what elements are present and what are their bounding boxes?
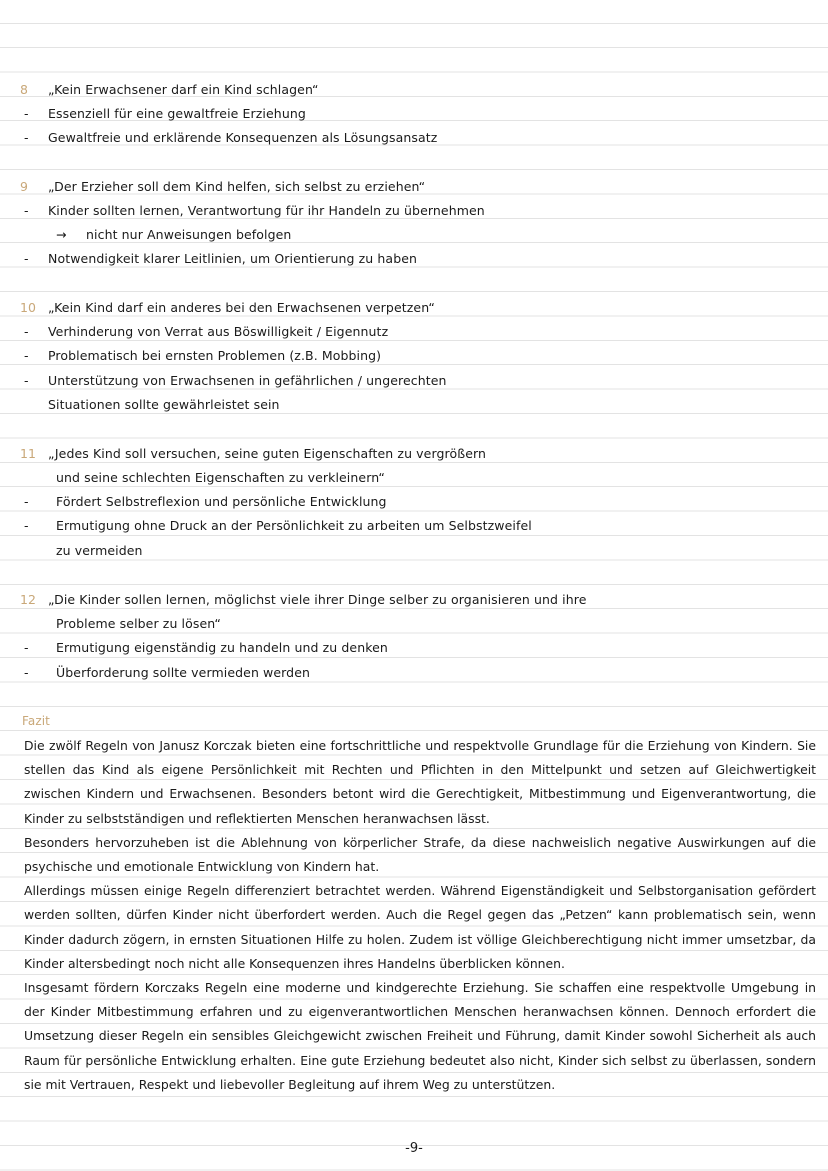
bullet-dash: -	[24, 494, 29, 509]
bullet-dash: -	[24, 251, 29, 266]
rule-title: „Jedes Kind soll versuchen, seine guten Eigenschaften zu vergrößern	[48, 446, 487, 461]
rule-title-cont: Probleme selber zu lösen“	[56, 616, 221, 631]
bullet-dash: -	[24, 640, 29, 655]
bullet-dash: -	[24, 518, 29, 533]
rule-number: 9	[20, 179, 29, 194]
rule-number: 12	[20, 592, 37, 607]
list-item-text: Problematisch bei ernsten Problemen (z.B. Mobbing)	[48, 348, 382, 363]
list-item-text: Unterstützung von Erwachsenen in gefährlichen / ungerechten	[48, 373, 447, 388]
list-item-text: Überforderung sollte vermieden werden	[56, 665, 311, 680]
bullet-dash: -	[24, 665, 29, 680]
bullet-dash: -	[24, 373, 29, 388]
fazit-heading: Fazit	[22, 714, 50, 728]
arrow-icon: →	[56, 227, 67, 242]
rule-number: 11	[20, 446, 37, 461]
rule-title: „Kein Erwachsener darf ein Kind schlagen“	[48, 82, 319, 97]
list-item-text: Ermutigung ohne Druck an der Persönlichkeit zu arbeiten um Selbstzweifel	[56, 518, 532, 533]
list-item-text: Fördert Selbstreflexion und persönliche Entwicklung	[56, 494, 387, 509]
list-item-text: Notwendigkeit klarer Leitlinien, um Orientierung zu haben	[48, 251, 418, 266]
fazit-text	[24, 734, 816, 1097]
fazit-paragraph: Die zwölf Regeln von Janusz Korczak bieten eine fortschrittliche und respektvolle Grundlage für die Erziehung von Kindern. Sie stellen das Kind als eigene Persönlichkeit mit Rechten und Pflichten in den Mittelpunkt und setzen auf Gleichwertigkeit zwischen Kindern und Erwachsenen. Besonders betont wird die Gerechtigkeit, Mitbestimmung und Eigenverantwortung, die Kinder zu selbstständigen und reflektierten Menschen heranwachsen lässt.	[24, 738, 816, 826]
rule-title: „Der Erzieher soll dem Kind helfen, sich selbst zu erziehen“	[48, 179, 426, 194]
bullet-dash: -	[24, 203, 29, 218]
list-item-text: Kinder sollten lernen, Verantwortung für ihr Handeln zu übernehmen	[48, 203, 485, 218]
list-item-text: Essenziell für eine gewaltfreie Erziehung	[48, 106, 306, 121]
rule-number: 10	[20, 300, 37, 315]
bullet-dash: -	[24, 324, 29, 339]
page-number: -9-	[405, 1141, 423, 1156]
rule-number: 8	[20, 82, 29, 97]
list-item-text: zu vermeiden	[56, 543, 143, 558]
list-item-text: Situationen sollte gewährleistet sein	[48, 397, 280, 412]
rule-title-cont: und seine schlechten Eigenschaften zu verkleinern“	[56, 470, 385, 485]
sub-list-item-text: nicht nur Anweisungen befolgen	[86, 227, 292, 242]
fazit-paragraph: Insgesamt fördern Korczaks Regeln eine moderne und kindgerechte Erziehung. Sie schaffen eine respektvolle Umgebung in der Kinder Mitbestimmung erfahren und zu eigenverantwortlichen Menschen heranwachsen können. Dennoch erfordert die Umsetzung dieser Regeln ein sensibles Gleichgewicht zwischen Freiheit und Führung, damit Kinder sowohl Sicherheit als auch Raum für persönliche Entwicklung erhalten. Eine gute Erziehung bedeutet also nicht, Kinder sich selbst zu überlassen, sondern sie mit Vertrauen, Respekt und liebevoller Begleitung auf ihrem Weg zu unterstützen.	[24, 980, 816, 1092]
list-item-text: Ermutigung eigenständig zu handeln und zu denken	[56, 640, 388, 655]
fazit-paragraph: Besonders hervorzuheben ist die Ablehnung von körperlicher Strafe, da diese nachweislich negative Auswirkungen auf die psychische und emotionale Entwicklung von Kindern hat.	[24, 834, 816, 875]
bullet-dash: -	[24, 130, 29, 145]
fazit-paragraph: Allerdings müssen einige Regeln differenziert betrachtet werden. Während Eigenständigkeit und Selbstorganisation gefördert werden sollten, dürfen Kinder nicht überfordert werden. Auch die Regel gegen das „Petzen“ kann problematisch sein, wenn Kinder dadurch zögern, in ernsten Situationen Hilfe zu holen. Zudem ist völlige Gleichberechtigung nicht immer umsetzbar, da Kinder altersbedingt noch nicht alle Konsequenzen ihres Handelns überblicken können.	[24, 883, 816, 971]
bullet-dash: -	[24, 348, 29, 363]
rule-title: „Die Kinder sollen lernen, möglichst viele ihrer Dinge selber zu organisieren und ihre	[48, 592, 587, 607]
rule-title: „Kein Kind darf ein anderes bei den Erwachsenen verpetzen“	[48, 300, 435, 315]
list-item-text: Verhinderung von Verrat aus Böswilligkeit / Eigennutz	[48, 324, 389, 339]
list-item-text: Gewaltfreie und erklärende Konsequenzen als Lösungsansatz	[48, 130, 438, 145]
bullet-dash: -	[24, 106, 29, 121]
